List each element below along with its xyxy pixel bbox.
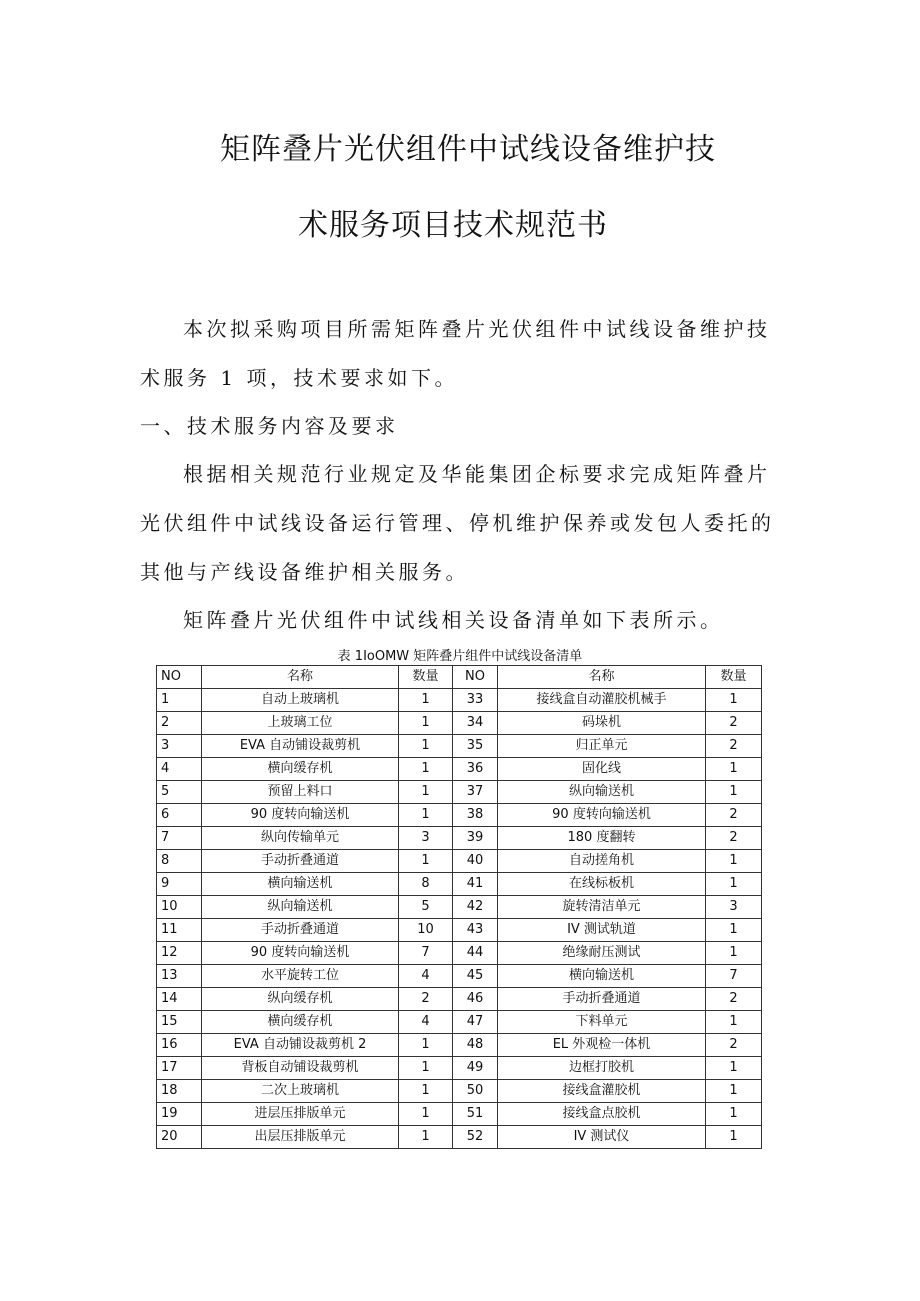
table-cell: 90 度转向输送机 — [202, 804, 399, 827]
header-cell: NO — [157, 666, 202, 689]
table-cell: 横向缓存机 — [202, 758, 399, 781]
paragraph-3-line-1: 矩阵叠片光伏组件中试线相关设备清单如下表所示。 — [183, 608, 724, 632]
table-cell: 下料单元 — [498, 1011, 706, 1034]
header-cell: 名称 — [498, 666, 706, 689]
table-cell: 10 — [399, 919, 453, 942]
table-cell: 8 — [157, 850, 202, 873]
table-cell: 45 — [453, 965, 498, 988]
table-cell: 36 — [453, 758, 498, 781]
table-row — [157, 1034, 762, 1057]
table-cell: 12 — [157, 942, 202, 965]
intro-paragraph-line-2: 术服务 1 项，技术要求如下。 — [140, 366, 458, 390]
table-cell: 1 — [706, 758, 762, 781]
table-cell: 52 — [453, 1126, 498, 1149]
table-cell: 20 — [157, 1126, 202, 1149]
table-row — [157, 850, 762, 873]
table-cell: 90 度转向输送机 — [202, 942, 399, 965]
table-cell: 38 — [453, 804, 498, 827]
table-cell: 7 — [399, 942, 453, 965]
table-cell: 1 — [706, 689, 762, 712]
table-row — [157, 919, 762, 942]
table-row — [157, 873, 762, 896]
table-cell: 1 — [399, 735, 453, 758]
table-cell: 5 — [399, 896, 453, 919]
table-cell: 4 — [399, 965, 453, 988]
table-cell: 手动折叠通道 — [498, 988, 706, 1011]
table-cell: 1 — [399, 758, 453, 781]
table-cell: 14 — [157, 988, 202, 1011]
table-row — [157, 827, 762, 850]
table-cell: 42 — [453, 896, 498, 919]
table-row — [157, 1080, 762, 1103]
table-row — [157, 781, 762, 804]
table-cell: 接线盒点胶机 — [498, 1103, 706, 1126]
table-cell: 51 — [453, 1103, 498, 1126]
paragraph-2-line-1: 根据相关规范行业规定及华能集团企标要求完成矩阵叠片 — [183, 462, 771, 486]
header-cell: NO — [453, 666, 498, 689]
table-cell: 47 — [453, 1011, 498, 1034]
section-heading-1: 一、技术服务内容及要求 — [140, 414, 399, 438]
table-cell: 绝缘耐压测试 — [498, 942, 706, 965]
table-cell: 6 — [157, 804, 202, 827]
table-cell: 2 — [706, 804, 762, 827]
header-cell: 名称 — [202, 666, 399, 689]
table-cell: 1 — [399, 1103, 453, 1126]
table-cell: 横向输送机 — [202, 873, 399, 896]
table-cell: 41 — [453, 873, 498, 896]
table-cell: 46 — [453, 988, 498, 1011]
table-cell: 2 — [157, 712, 202, 735]
table-cell: 34 — [453, 712, 498, 735]
table-cell: EVA 自动铺设裁剪机 2 — [202, 1034, 399, 1057]
table-cell: 1 — [399, 804, 453, 827]
table-row — [157, 1057, 762, 1080]
table-cell: 4 — [399, 1011, 453, 1034]
table-cell: EL 外观检一体机 — [498, 1034, 706, 1057]
table-cell: 3 — [706, 896, 762, 919]
table-row — [157, 712, 762, 735]
table-cell: 8 — [399, 873, 453, 896]
table-cell: 出层压排版单元 — [202, 1126, 399, 1149]
table-cell: 1 — [706, 1080, 762, 1103]
table-row — [157, 735, 762, 758]
table-cell: 纵向缓存机 — [202, 988, 399, 1011]
table-cell: 1 — [706, 1057, 762, 1080]
table-cell: 2 — [706, 827, 762, 850]
table-cell: 10 — [157, 896, 202, 919]
table-cell: 2 — [706, 712, 762, 735]
table-cell: 15 — [157, 1011, 202, 1034]
table-cell: 50 — [453, 1080, 498, 1103]
table-cell: 1 — [399, 1126, 453, 1149]
table-cell: 自动搓角机 — [498, 850, 706, 873]
table-cell: 纵向传输单元 — [202, 827, 399, 850]
table-cell: 2 — [399, 988, 453, 1011]
table-cell: 7 — [706, 965, 762, 988]
paragraph-2-line-2: 光伏组件中试线设备运行管理、停机维护保养或发包人委托的 — [140, 511, 775, 535]
table-cell: 16 — [157, 1034, 202, 1057]
table-cell: 180 度翻转 — [498, 827, 706, 850]
table-cell: 固化线 — [498, 758, 706, 781]
table-cell: 11 — [157, 919, 202, 942]
table-cell: 背板自动铺设裁剪机 — [202, 1057, 399, 1080]
table-cell: EVA 自动铺设裁剪机 — [202, 735, 399, 758]
table-cell: 进层压排版单元 — [202, 1103, 399, 1126]
table-cell: 19 — [157, 1103, 202, 1126]
table-cell: 7 — [157, 827, 202, 850]
table-row — [157, 942, 762, 965]
table-cell: 接线盒自动灌胶机械手 — [498, 689, 706, 712]
table-cell: 横向缓存机 — [202, 1011, 399, 1034]
header-cell: 数量 — [706, 666, 762, 689]
table-cell: 纵向输送机 — [498, 781, 706, 804]
table-cell: IV 测试仪 — [498, 1126, 706, 1149]
table-cell: 1 — [706, 1011, 762, 1034]
table-header-row — [157, 666, 762, 689]
table-cell: 39 — [453, 827, 498, 850]
table-cell: 1 — [706, 850, 762, 873]
table-cell: 3 — [399, 827, 453, 850]
table-cell: 44 — [453, 942, 498, 965]
table-cell: 40 — [453, 850, 498, 873]
document-title-line-2: 术服务项目技术规范书 — [298, 208, 608, 243]
table-cell: 手动折叠通道 — [202, 850, 399, 873]
table-cell: 1 — [399, 1080, 453, 1103]
table-row — [157, 988, 762, 1011]
table-cell: 在线标板机 — [498, 873, 706, 896]
table-cell: 2 — [706, 988, 762, 1011]
table-cell: 1 — [399, 1057, 453, 1080]
table-cell: 1 — [399, 1034, 453, 1057]
table-caption: 表 1IoOMW 矩阵叠片组件中试线设备清单 — [337, 649, 583, 664]
table-cell: 5 — [157, 781, 202, 804]
table-cell: 水平旋转工位 — [202, 965, 399, 988]
table-cell: 预留上料口 — [202, 781, 399, 804]
table-cell: 49 — [453, 1057, 498, 1080]
table-cell: 2 — [706, 735, 762, 758]
table-cell: IV 测试轨道 — [498, 919, 706, 942]
table-cell: 边框打胶机 — [498, 1057, 706, 1080]
table-cell: 二次上玻璃机 — [202, 1080, 399, 1103]
table-row — [157, 965, 762, 988]
table-cell: 3 — [157, 735, 202, 758]
table-cell: 接线盒灌胶机 — [498, 1080, 706, 1103]
table-row — [157, 758, 762, 781]
table-cell: 码垛机 — [498, 712, 706, 735]
table-cell: 18 — [157, 1080, 202, 1103]
table-cell: 4 — [157, 758, 202, 781]
table-cell: 1 — [706, 781, 762, 804]
table-row — [157, 1126, 762, 1149]
table-cell: 13 — [157, 965, 202, 988]
table-cell: 1 — [706, 919, 762, 942]
table-cell: 35 — [453, 735, 498, 758]
table-row — [157, 1103, 762, 1126]
table-cell: 1 — [399, 712, 453, 735]
table-cell: 43 — [453, 919, 498, 942]
table-row — [157, 896, 762, 919]
table-cell: 1 — [399, 781, 453, 804]
table-cell: 1 — [399, 689, 453, 712]
table-cell: 上玻璃工位 — [202, 712, 399, 735]
paragraph-2-line-3: 其他与产线设备维护相关服务。 — [140, 560, 469, 584]
table-cell: 纵向输送机 — [202, 896, 399, 919]
table-cell: 1 — [706, 942, 762, 965]
intro-paragraph-line-1: 本次拟采购项目所需矩阵叠片光伏组件中试线设备维护技 — [183, 317, 771, 341]
document-title-line-1: 矩阵叠片光伏组件中试线设备维护技 — [220, 132, 716, 167]
table-cell: 90 度转向输送机 — [498, 804, 706, 827]
table-row — [157, 689, 762, 712]
table-cell: 归正单元 — [498, 735, 706, 758]
table-cell: 旋转清洁单元 — [498, 896, 706, 919]
header-cell: 数量 — [399, 666, 453, 689]
table-cell: 37 — [453, 781, 498, 804]
table-cell: 1 — [706, 1103, 762, 1126]
table-cell: 1 — [706, 1126, 762, 1149]
table-row — [157, 804, 762, 827]
table-cell: 自动上玻璃机 — [202, 689, 399, 712]
table-cell: 17 — [157, 1057, 202, 1080]
table-cell: 48 — [453, 1034, 498, 1057]
table-cell: 2 — [706, 1034, 762, 1057]
table-row — [157, 1011, 762, 1034]
equipment-table — [156, 665, 762, 1149]
table-cell: 手动折叠通道 — [202, 919, 399, 942]
table-cell: 33 — [453, 689, 498, 712]
table-cell: 横向输送机 — [498, 965, 706, 988]
table-cell: 1 — [399, 850, 453, 873]
table-cell: 1 — [157, 689, 202, 712]
table-cell: 1 — [706, 873, 762, 896]
table-cell: 9 — [157, 873, 202, 896]
